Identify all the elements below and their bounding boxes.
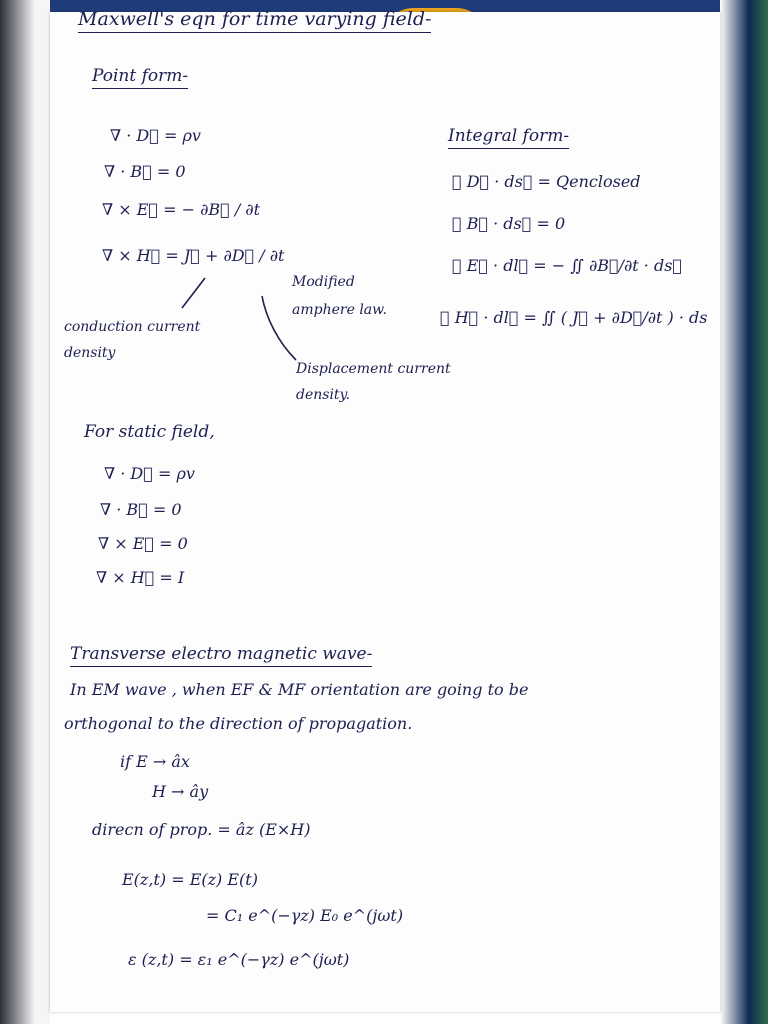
point-eq-2: ∇ · B⃗ = 0: [104, 162, 186, 181]
point-eq-4: ∇ × H⃗ = J⃗ + ∂D⃗ / ∂t: [102, 246, 285, 265]
page-title: Maxwell's eqn for time varying field-: [78, 8, 431, 33]
static-field-heading: For static field,: [84, 422, 215, 442]
static-eq-2: ∇ · B⃗ = 0: [100, 500, 182, 519]
tem-if-line-2: H → ây: [152, 782, 209, 801]
tem-text-line-1: In EM wave , when EF & MF orientation are going to be: [70, 680, 529, 699]
integral-eq-1: ∮ D⃗ · ds⃗ = Qenclosed: [452, 172, 641, 191]
point-form-heading: Point form-: [92, 66, 188, 89]
integral-eq-3: ∮ E⃗ · dl⃗ = − ∬ ∂B⃗/∂t · ds⃗: [452, 256, 683, 275]
annotation-conduction-current: conduction current density: [64, 319, 201, 361]
tem-heading: Transverse electro magnetic wave-: [70, 644, 372, 667]
tem-direction: direcn of prop. = âz (E×H): [92, 820, 311, 839]
static-eq-3: ∇ × E⃗ = 0: [98, 534, 188, 553]
static-eq-4: ∇ × H⃗ = I: [96, 568, 185, 587]
integral-eq-4: ∮ H⃗ · dl⃗ = ∬ ( J⃗ + ∂D⃗/∂t ) · ds: [440, 308, 708, 327]
tem-eq-2: = C₁ e^(−γz) E₀ e^(jωt): [206, 906, 404, 925]
pointer-to-conduction: [182, 278, 205, 308]
tem-eq-3: ε (z,t) = ε₁ e^(−γz) e^(jωt): [128, 950, 350, 969]
pointer-to-displacement: [262, 296, 296, 360]
point-eq-3: ∇ × E⃗ = − ∂B⃗ / ∂t: [102, 200, 260, 219]
annotation-displacement-current: Displacement current density.: [296, 361, 451, 403]
integral-form-heading: Integral form-: [448, 126, 569, 149]
tem-if-line-1: if E → âx: [120, 752, 190, 771]
integral-eq-2: ∮ B⃗ · ds⃗ = 0: [452, 214, 566, 233]
tem-text-line-2: orthogonal to the direction of propagation.: [64, 714, 413, 733]
static-eq-1: ∇ · D⃗ = ρv: [104, 464, 195, 483]
point-eq-1: ∇ · D⃗ = ρv: [110, 126, 201, 145]
tem-eq-1: E(z,t) = E(z) E(t): [122, 870, 258, 889]
annotation-modified-ampere: Modified amphere law.: [292, 274, 387, 318]
